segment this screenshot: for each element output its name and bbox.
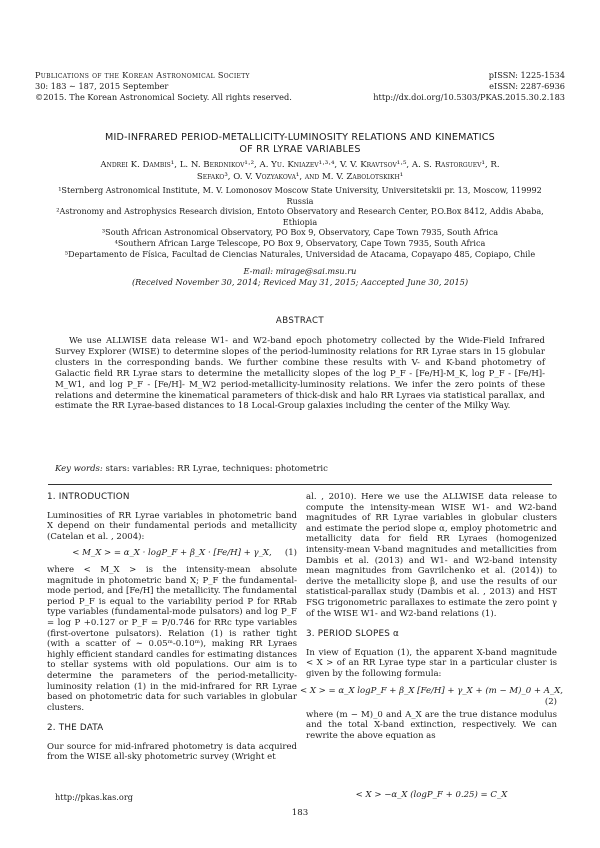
- section-heading-period-slopes: 3. PERIOD SLOPES α: [306, 629, 399, 640]
- section-divider: [48, 484, 552, 485]
- authors-line-1: Andrei K. Dambis¹, L. N. Berdnikov¹·², A. Yu. Kniazev¹·³·⁴, V. V. Kravtsov¹·⁵, A. S. Rastorguev¹, R.: [100, 160, 500, 170]
- equation-1-body: < M_X > = α_X · logP_F + β_X · [Fe/H] + γ_X,: [72, 548, 272, 559]
- equation-2-body: < X > = α_X logP_F + β_X [Fe/H] + γ_X + (m − M)_0 + A_X,: [299, 685, 564, 696]
- paper-title: [60, 132, 540, 156]
- equation-1-number: (1): [284, 548, 297, 559]
- affiliation: ³South African Astronomical Observatory, PO Box 9, Observatory, Cape Town 7935, South Africa: [101, 227, 499, 238]
- section-heading-introduction: 1. INTRODUCTION: [47, 492, 130, 502]
- volume-line: 30: 183 ∼ 187, 2015 September: [35, 81, 169, 91]
- affiliation: ⁴Southern African Large Telescope, PO Box 9, Observatory, Cape Town 7935, South Africa: [114, 237, 486, 248]
- data-paragraph-1: Our source for mid-infrared photometry is data acquired from the WISE all-sky photometric survey (Wright et: [47, 741, 297, 763]
- affiliations: [50, 185, 550, 259]
- abstract-heading: ABSTRACT: [275, 316, 325, 326]
- left-column: [47, 492, 297, 763]
- journal-title: Publications of the Korean Astronomical Society: [35, 70, 250, 80]
- intro-paragraph-2: where < M_X > is the intensity-mean absolute magnitude in photometric band X; P_F the fundamental-mode period, and [Fe/H] the metallicity. The fundamental period P_F is equal to the variability period P for RRab type variables (fundamental-mode pulsators) and log P_F = log P +0.127 or P_F = P/0.746 for RRc type variables (first-overtone pulsators). Relation (1) is rather tight (with a scatter of ∼ 0.05ᵐ-0.10ᵐ), making RR Lyraes highly efficient standard candles for estimating distances to stellar systems with old populations. Our aim is to determine the parameters of the period-metallicity-luminosity relation (1) in the mid-infrared for RR Lyrae based on photometric data for such variables in globular clusters.: [47, 564, 297, 713]
- copyright-line: ©2015. The Korean Astronomical Society. All rights reserved.: [35, 92, 292, 102]
- right-column: [299, 492, 564, 741]
- issn-header: [373, 70, 565, 103]
- authors-line-2: Sefako³, O. V. Vozyakova¹, and M. V. Zabolotskikh¹: [196, 171, 404, 182]
- author-list: [45, 160, 555, 183]
- intro-paragraph-1: Luminosities of RR Lyrae variables in photometric band X depend on their fundamental periods and metallicity (Catelan et al. , 2004):: [47, 510, 297, 542]
- equation-3: < X > −α_X (logP_F + 0.25) = C_X: [355, 790, 508, 800]
- page-number: 183: [291, 808, 309, 818]
- equation-2: [299, 685, 564, 708]
- footer-url[interactable]: http://pkas.kas.org: [55, 792, 133, 802]
- abstract-text: We use ALLWISE data release W1- and W2-band epoch photometry collected by the Wide-Field Infrared Survey Explorer (WISE) to determine slopes of the period-luminosity relations for RR Lyrae stars in 15 globular clusters in the corresponding bands. We further combine these results with V- and K-band photometry of Galactic field RR Lyrae stars to determine the metallicity slopes of the log P_F - [Fe/H]-M_K, log P_F - [Fe/H]-M_W1, and log P_F - [Fe/H]- M_W2 period-metallicity-luminosity relations. We infer the zero points of these relations and determine the kinematical parameters of thick-disk and halo RR Lyraes via statistical parallax, and estimate the RR Lyrae-based distances to 18 Local-Group galaxies including the center of the Milky Way.: [55, 336, 545, 412]
- equation-1: [47, 548, 297, 559]
- period-paragraph-1: In view of Equation (1), the apparent X-band magnitude < X > of an RR Lyrae type star in a particular cluster is given by the following formula:: [306, 647, 557, 679]
- title-line-2: OF RR LYRAE VARIABLES: [239, 144, 361, 155]
- keywords-label: Key words:: [55, 464, 103, 474]
- affiliation: ¹Sternberg Astronomical Institute, M. V. Lomonosov Moscow State University, Universitetskii pr. 13, Moscow, 119992 Russia: [58, 185, 542, 206]
- keywords-list: stars: variables: RR Lyrae, techniques: photometric: [105, 464, 328, 474]
- contact-email[interactable]: E-mail: mirage@sai.msu.ru: [243, 266, 357, 276]
- doi-link[interactable]: http://dx.doi.org/10.5303/PKAS.2015.30.2.183: [373, 92, 565, 102]
- affiliation: ⁵Departamento de Física, Facultad de Ciencias Naturales, Universidad de Atacama, Copayapo 485, Copiapo, Chile: [64, 248, 536, 259]
- submission-dates: (Received November 30, 2014; Reviced May 31, 2015; Aaccepted June 30, 2015): [131, 277, 469, 287]
- keywords: [55, 464, 545, 475]
- affiliation: ²Astronomy and Astrophysics Research division, Entoto Observatory and Research Center, P.O.Box 8412, Addis Ababa, Ethiopia: [56, 206, 544, 227]
- period-paragraph-2: where (m − M)_0 and A_X are the true distance modulus and the total X-band extinction, respectively. We can rewrite the above equation as: [306, 709, 557, 741]
- data-paragraph-continued: al. , 2010). Here we use the ALLWISE data release to compute the intensity-mean WISE W1- and W2-band magnitudes of RR Lyrae variables in globular clusters and estimate the period slope α, employ photometric and metallicity data for field RR Lyraes (homogenized intensity-mean V-band magnitudes and metallicities from Dambis et al. (2013) and W1- and W2-band intensity mean magnitudes from Gavrilchenko et al. (2014)) to derive the metallicity slope β, and use the results of our statistical-parallax study (Dambis et al. , 2013) and HST FSG trigonometric parallaxes to estimate the zero point γ of the WISE W1- and W2-band relations (1).: [306, 492, 557, 619]
- pissn: pISSN: 1225-1534: [488, 70, 565, 80]
- title-line-1: MID-INFRARED PERIOD-METALLICITY-LUMINOSITY RELATIONS AND KINEMATICS: [105, 132, 495, 143]
- journal-header: [35, 70, 292, 103]
- equation-2-number: (2): [544, 697, 557, 708]
- eissn: eISSN: 2287-6936: [489, 81, 565, 91]
- section-heading-data: 2. THE DATA: [47, 723, 104, 734]
